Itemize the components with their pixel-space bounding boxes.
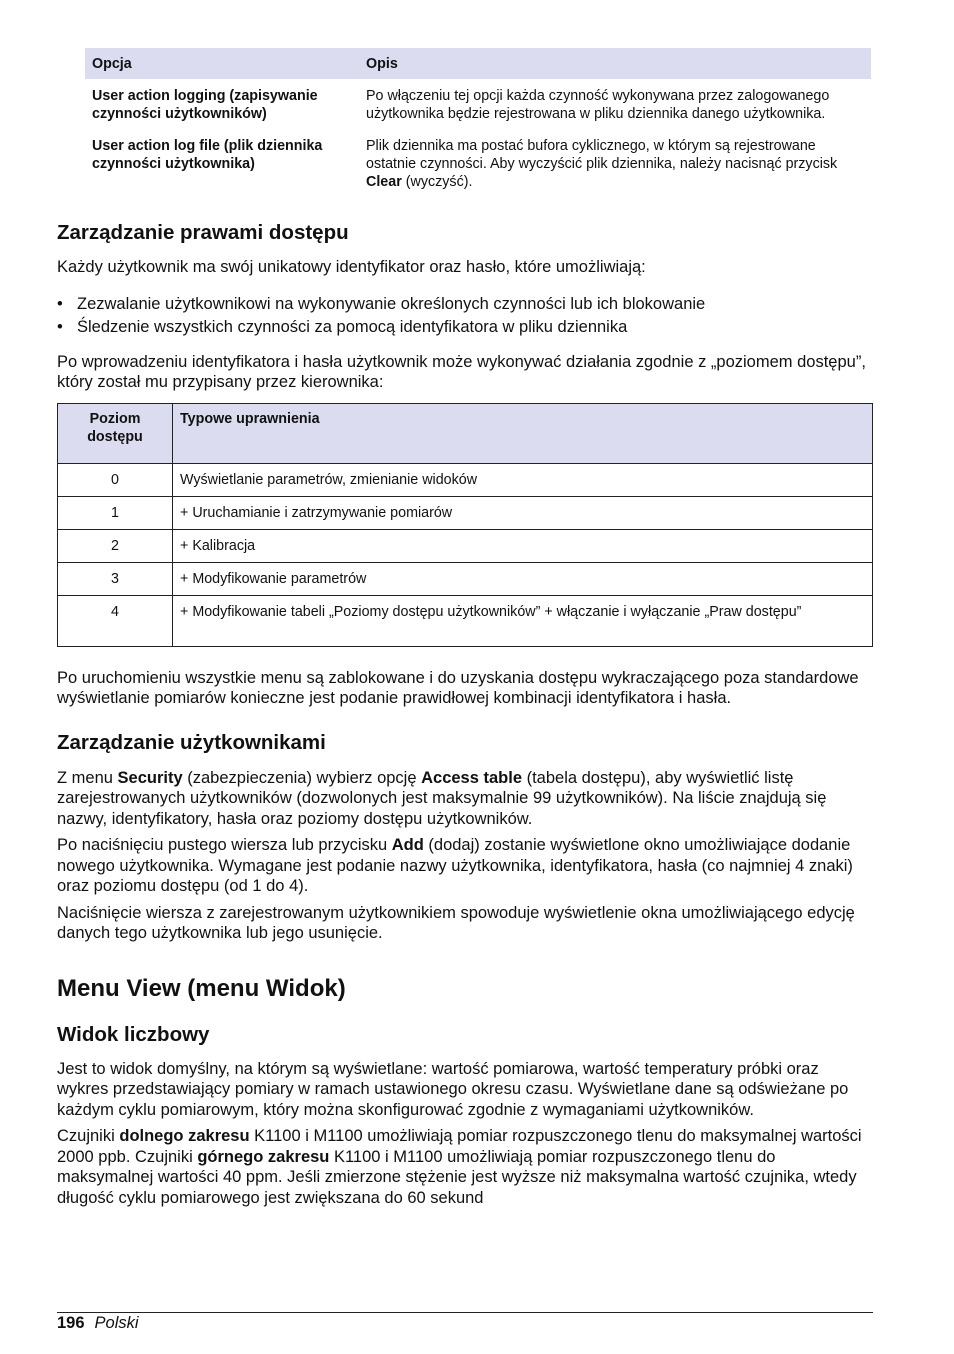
sensor-range-paragraph: Czujniki dolnego zakresu K1100 i M1100 umożliwiają pomiar rozpuszczonego tlenu do maksymalnej wartości 2000 ppb. Czujniki górnego zakresu K1100 i M1100 umożliwiają pomiar rozpuszczonego tlenu do maksymalnej wartości 40 ppm. Jeśli zmierzone stężenie jest wyższe niż maksymalna wartość czujnika, wtedy długość cyklu pomiarowego jest zwiększana do 60 sekund [57,1127,862,1207]
startup-lock-paragraph: Po uruchomieniu wszystkie menu są zablokowane i do uzyskania dostępu wykraczającego poza standardowe wyświetlanie pomiarów konieczne jest podanie prawidłowej kombinacji identyfikatora i hasła. [57,668,859,707]
description-text: Plik dziennika ma postać bufora cyklicznego, w którym są rejestrowane ostatnie czynności. Aby wyczyścić plik dziennika, należy nacisnąć przycisk [366,138,838,172]
option-name: User action logging (zapisywanie czynności użytkowników) [92,88,318,122]
options-table [85,48,871,199]
level-cell: 0 [58,463,173,496]
low-range-label: dolnego zakresu [119,1127,250,1145]
rights-cell: + Modyfikowanie tabeli „Poziomy dostępu użytkowników” + włączanie i wyłączanie „Praw dostępu” [173,595,873,646]
access-intro-paragraph: Każdy użytkownik ma swój unikatowy identyfikator oraz hasło, które umożliwiają: [57,258,646,276]
table-row [58,463,873,496]
option-name: User action log file (plik dziennika czynności użytkownika) [92,138,323,172]
column-header-rights: Typowe uprawnienia [173,403,873,463]
level-cell: 3 [58,562,173,595]
column-header-description: Opis [359,48,871,79]
numeric-view-paragraph: Jest to widok domyślny, na którym są wyświetlane: wartość pomiarowa, wartość temperatury próbki oraz wykres przedstawiający pomiary w ramach ustawionego okresu czasu. Wyświetlane dane są odświeżane po każdym cyklu pomiarowym, który można skonfigurować zgodnie z wymaganiami użytkowników. [57,1059,849,1119]
table-row [85,79,871,131]
document-page [57,48,873,1208]
description-text: (wyczyść). [401,174,473,190]
page-number: 196 [57,1314,85,1332]
level-cell: 1 [58,496,173,529]
access-levels-paragraph: Po wprowadzeniu identyfikatora i hasła użytkownik może wykonywać działania zgodnie z „poziomem dostępu”, który został mu przypisany przez kierownika: [57,352,866,391]
table-row [58,496,873,529]
rights-cell: + Modyfikowanie parametrów [173,562,873,595]
column-header-option: Opcja [85,48,359,79]
rights-cell: + Uruchamianie i zatrzymywanie pomiarów [173,496,873,529]
bullet-icon: • [57,318,63,336]
table-row [85,131,871,199]
security-menu-label: Security [117,768,183,787]
page-footer [57,1312,873,1333]
section-heading-access-rights: Zarządzanie prawami dostępu [57,221,349,244]
section-heading-user-management: Zarządzanie użytkownikami [57,730,326,754]
language-label: Polski [94,1314,139,1332]
high-range-label: górnego zakresu [197,1147,330,1166]
bullet-icon: • [57,294,63,313]
access-levels-table [57,403,873,647]
table-row [58,562,873,595]
edit-user-paragraph: Naciśnięcie wiersza z zarejestrowanym użytkownikiem spowoduje wyświetlenie okna umożliwiającego edycję danych tego użytkownika lub jego usunięcie. [57,903,855,942]
table-row [58,529,873,562]
section-heading-numeric-view: Widok liczbowy [57,1022,210,1046]
access-table-label: Access table [421,768,523,787]
access-table-paragraph: Z menu Security (zabezpieczenia) wybierz opcję Access table (tabela dostępu), aby wyświetlić listę zarejestrowanych użytkowników (dozwolonych jest maksymalnie 99 użytkowników). Na liście znajdują się nazwy, identyfikatory, hasła oraz poziomy dostępu użytkowników. [57,768,827,828]
column-header-level: Poziom dostępu [58,403,173,463]
level-cell: 2 [58,529,173,562]
rights-cell: + Kalibracja [173,529,873,562]
list-item: • Zezwalanie użytkownikowi na wykonywanie określonych czynności lub ich blokowanie [57,294,706,313]
list-item: • Śledzenie wszystkich czynności za pomocą identyfikatora w pliku dziennika [57,318,628,336]
level-cell: 4 [58,595,173,646]
levels-table-header [58,403,873,463]
chapter-heading-menu-view: Menu View (menu Widok) [57,974,346,1002]
options-table-header [85,48,871,79]
option-description [359,131,871,199]
clear-key-label: Clear [366,174,402,190]
rights-cell: Wyświetlanie parametrów, zmienianie widoków [173,463,873,496]
option-description: Po włączeniu tej opcji każda czynność wykonywana przez zalogowanego użytkownika będzie rejestrowana w pliku dziennika danego użytkownika. [366,88,830,122]
add-user-paragraph: Po naciśnięciu pustego wiersza lub przycisku Add (dodaj) zostanie wyświetlone okno umożliwiające dodanie nowego użytkownika. Wymagane jest podanie nazwy użytkownika, identyfikatora, hasła (co najmniej 4 znaki) oraz poziomu dostępu (od 1 do 4). [57,836,853,895]
add-button-label: Add [391,836,424,854]
access-bullet-list [57,294,873,338]
table-row [58,595,873,646]
